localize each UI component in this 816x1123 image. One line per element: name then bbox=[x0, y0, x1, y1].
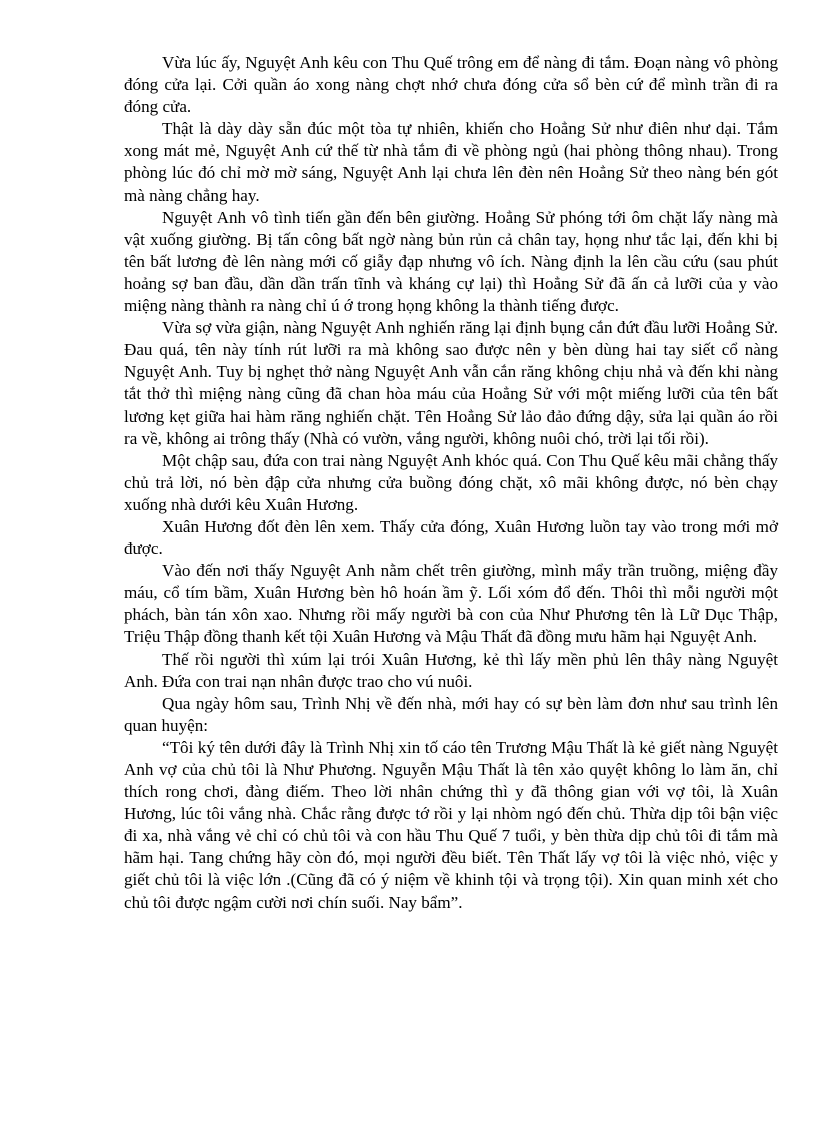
paragraph: Thật là dày dày sẵn đúc một tòa tự nhiên, khiến cho Hoẳng Sử như điên như dại. Tắm xong mát mẻ, Nguyệt Anh cứ thế từ nhà tắm đi về phòng ngủ (hai phòng thông nhau). Trong phòng lúc đó chỉ mờ mờ sáng, Nguyệt Anh lại chưa lên đèn nên Hoẳng Sử theo nàng bén gót mà nàng chẳng hay. bbox=[124, 119, 778, 205]
paragraph: Xuân Hương đốt đèn lên xem. Thấy cửa đóng, Xuân Hương luồn tay vào trong mới mở được. bbox=[124, 516, 778, 559]
paragraph: Thế rồi người thì xúm lại trói Xuân Hương, kẻ thì lấy mền phủ lên thây nàng Nguyệt Anh. Đứa con trai nạn nhân được trao cho vú nuôi. bbox=[124, 649, 778, 691]
petition-paragraph: “Tôi ký tên dưới đây là Trình Nhị xin tố cáo tên Trương Mậu Thất là kẻ giết nàng Nguyệt Anh vợ của chủ tôi là Như Phương. Nguyễn Mậu Thất là tên xảo quyệt không lo làm ăn, chỉ thích rong chơi, đàng điếm. Theo lời nhân chứng thì y đã thông gian với vợ tôi, là Xuân Hương, lúc tôi vắng nhà. Chắc rằng được tớ rồi y lại nhòm ngó đến chủ. Thừa dịp tôi bận việc đi xa, nhà vắng vẻ chỉ có chủ tôi và con hầu Thu Quế 7 tuổi, y bèn thừa dịp chủ tôi đi tắm mà hãm hại. Tang chứng hãy còn đó, mọi người đều biết. Tên Thất lấy vợ tôi là việc nhỏ, việc y giết chủ tôi là việc lớn .(Cũng đã có ý niệm về khinh tội và trọng tội). Xin quan minh xét cho chủ tôi được ngậm cười nơi chín suối. Nay bẩm”. bbox=[124, 737, 778, 912]
paragraph: Vào đến nơi thấy Nguyệt Anh nằm chết trên giường, mình mẩy trần truồng, miệng đầy máu, cổ tím bầm, Xuân Hương bèn hô hoán ầm ỹ. Lối xóm đổ đến. Thôi thì mỗi người một phách, bàn tán xôn xao. Nhưng rồi mấy người bà con của Như Phương tên là Lữ Dục Thập, Triệu Thập đồng thanh kết tội Xuân Hương và Mậu Thất đã đồng mưu hãm hại Nguyệt Anh. bbox=[124, 561, 778, 647]
paragraph: Nguyệt Anh vô tình tiến gần đến bên giường. Hoẳng Sử phóng tới ôm chặt lấy nàng mà vật xuống giường. Bị tấn công bất ngờ nàng bủn rủn cả chân tay, họng như tắc lại, đến khi bị tên bất lương đè lên nàng mới cố giẫy đạp nhưng vô ích. Nàng định la lên cầu cứu (sau phút hoảng sợ ban đầu, dần dần trấn tĩnh và kháng cự lại) thì Hoẳng Sử đã ấn cả lưỡi của y vào miệng nàng thành ra nàng chỉ ú ớ trong họng không la thành tiếng được. bbox=[124, 207, 778, 316]
document-page bbox=[124, 52, 778, 914]
paragraph: Vừa lúc ấy, Nguyệt Anh kêu con Thu Quế trông em để nàng đi tắm. Đoạn nàng vô phòng đóng cửa lại. Cởi quần áo xong nàng chợt nhớ chưa đóng cửa sổ bèn cứ để mình trần đi ra đóng cửa. bbox=[124, 53, 778, 117]
paragraph: Qua ngày hôm sau, Trình Nhị về đến nhà, mới hay có sự bèn làm đơn như sau trình lên quan huyện: bbox=[124, 693, 778, 735]
paragraph: Một chập sau, đứa con trai nàng Nguyệt Anh khóc quá. Con Thu Quế kêu mãi chẳng thấy chủ trả lời, nó bèn đập cửa nhưng cửa buồng đóng chặt, xô mãi không được, nó bèn chạy xuống nhà dưới kêu Xuân Hương. bbox=[124, 450, 778, 514]
paragraph: Vừa sợ vừa giận, nàng Nguyệt Anh nghiến răng lại định bụng cắn đứt đầu lưỡi Hoẳng Sử. Đau quá, tên này tính rút lưỡi ra mà không sao được nên y bèn dùng hai tay siết cổ nàng Nguyệt Anh. Tuy bị nghẹt thở nàng Nguyệt Anh vẫn cắn răng không chịu nhả và đến khi nàng tắt thở thì miệng nàng cũng đã chan hòa máu của Hoẳng Sử với một miếng lưỡi của tên bất lương kẹt giữa hai hàm răng nghiến chặt. Tên Hoẳng Sử lảo đảo đứng dậy, sửa lại quần áo rồi ra về, không ai trông thấy (Nhà có vườn, vắng người, không nuôi chó, trời lại tối rồi). bbox=[124, 318, 778, 448]
